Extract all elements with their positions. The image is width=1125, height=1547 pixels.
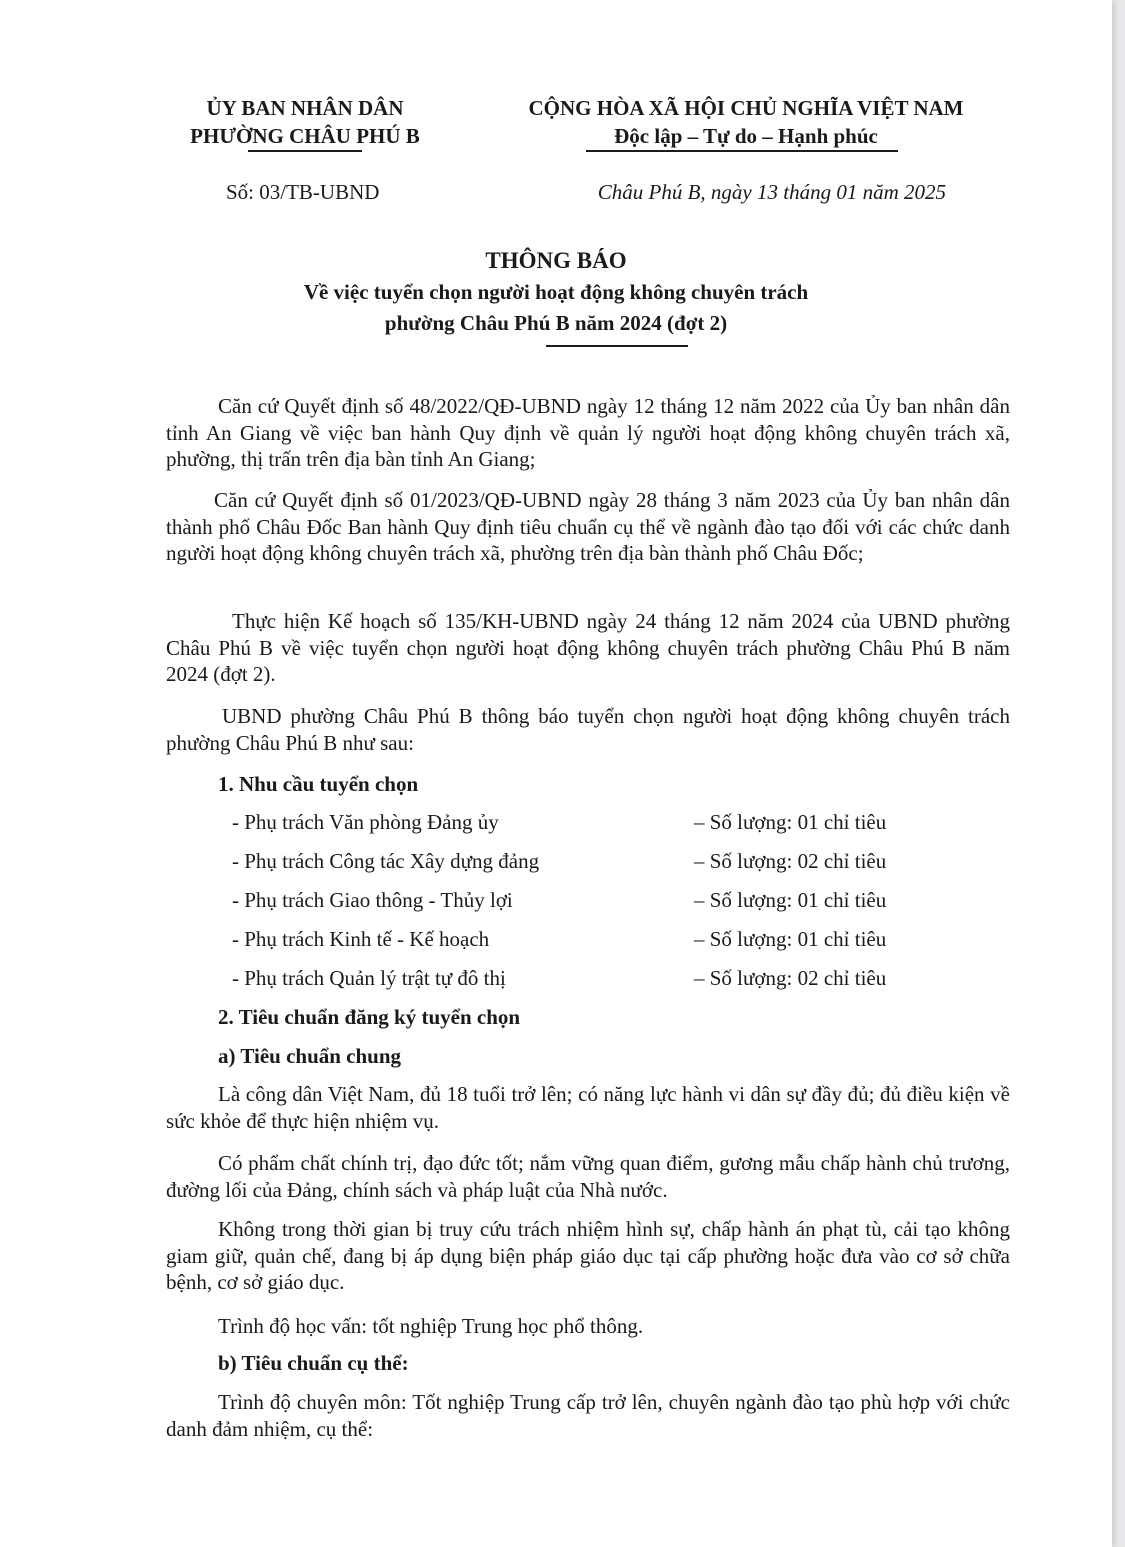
paragraph-legal-basis-2: Căn cứ Quyết định số 01/2023/QĐ-UBND ngày 28 tháng 3 năm 2023 của Ủy ban nhân dân thành phố Châu Đốc Ban hành Quy định tiêu chuẩn cụ thể về ngành đào tạo đối với các chức danh người hoạt động không chuyên trách xã, phường trên địa bàn thành phố Châu Đốc; [166,488,1010,566]
paragraph-general-criteria-1: Là công dân Việt Nam, đủ 18 tuổi trở lên; có năng lực hành vi dân sự đầy đủ; đủ điều kiện về sức khỏe để thực hiện nhiệm vụ. [166,1082,1010,1133]
quota-row-4: – Số lượng: 01 chỉ tiêu [694,927,887,951]
position-row-1: - Phụ trách Văn phòng Đảng ủy [232,810,499,834]
position-row-5: - Phụ trách Quản lý trật tự đô thị [232,966,506,990]
title-underline [546,345,688,347]
org-line-1: ỦY BAN NHÂN DÂN [206,96,404,120]
position-row-4: - Phụ trách Kinh tế - Kế hoạch [232,927,490,951]
nation-line-2: Độc lập – Tự do – Hạnh phúc [614,124,878,148]
org-line-2: PHƯỜNG CHÂU PHÚ B [190,124,420,148]
paragraph-announcement: UBND phường Châu Phú B thông báo tuyển chọn người hoạt động không chuyên trách phường Châu Phú B như sau: [166,704,1010,755]
quota-row-2: – Số lượng: 02 chỉ tiêu [694,849,887,873]
section-2b-heading: b) Tiêu chuẩn cụ thể: [218,1351,409,1375]
paragraph-plan-basis: Thực hiện Kế hoạch số 135/KH-UBND ngày 24 tháng 12 năm 2024 của UBND phường Châu Phú B về việc tuyển chọn người hoạt động không chuyên trách phường Châu Phú B năm 2024 (đợt 2). [166,609,1010,687]
paragraph-general-criteria-3: Không trong thời gian bị truy cứu trách nhiệm hình sự, chấp hành án phạt tù, cải tạo không giam giữ, quản chế, đang bị áp dụng biện pháp giáo dục tại cấp phường hoặc đưa vào cơ sở chữa bệnh, cơ sở giáo dục. [166,1217,1010,1295]
section-2-heading: 2. Tiêu chuẩn đăng ký tuyển chọn [218,1005,521,1029]
paragraph-legal-basis-1: Căn cứ Quyết định số 48/2022/QĐ-UBND ngày 12 tháng 12 năm 2022 của Ủy ban nhân dân tỉnh An Giang về việc ban hành Quy định về quản lý người hoạt động không chuyên trách xã, phường, thị trấn trên địa bàn tỉnh An Giang; [166,394,1010,472]
document-subtitle-2: phường Châu Phú B năm 2024 (đợt 2) [384,311,728,335]
org-underline [248,150,362,152]
position-row-2: - Phụ trách Công tác Xây dựng đảng [232,849,540,873]
org-name [160,94,450,150]
section-2a-heading: a) Tiêu chuẩn chung [218,1044,402,1068]
document-number: Số: 03/TB-UBND [226,180,380,204]
paragraph-education-level: Trình độ học vấn: tốt nghiệp Trung học phổ thông. [218,1314,644,1338]
document-title: THÔNG BÁO [485,248,627,273]
section-1-heading: 1. Nhu cầu tuyển chọn [218,772,419,796]
place-and-date: Châu Phú B, ngày 13 tháng 01 năm 2025 [597,180,946,204]
nation-line-1: CỘNG HÒA XÃ HỘI CHỦ NGHĨA VIỆT NAM [528,96,964,120]
quota-row-3: – Số lượng: 01 chỉ tiêu [694,888,887,912]
paragraph-specific-criteria: Trình độ chuyên môn: Tốt nghiệp Trung cấp trở lên, chuyên ngành đào tạo phù hợp với chức danh đảm nhiệm, cụ thể: [166,1390,1010,1441]
motto-underline [586,150,898,152]
position-row-3: - Phụ trách Giao thông - Thủy lợi [232,888,513,912]
quota-row-5: – Số lượng: 02 chỉ tiêu [694,966,887,990]
national-motto [486,94,1006,150]
paragraph-general-criteria-2: Có phẩm chất chính trị, đạo đức tốt; nắm vững quan điểm, gương mẫu chấp hành chủ trương, đường lối của Đảng, chính sách và pháp luật của Nhà nước. [166,1151,1010,1202]
document-subtitle-1: Về việc tuyển chọn người hoạt động không chuyên trách [303,280,809,304]
quota-row-1: – Số lượng: 01 chỉ tiêu [694,810,887,834]
